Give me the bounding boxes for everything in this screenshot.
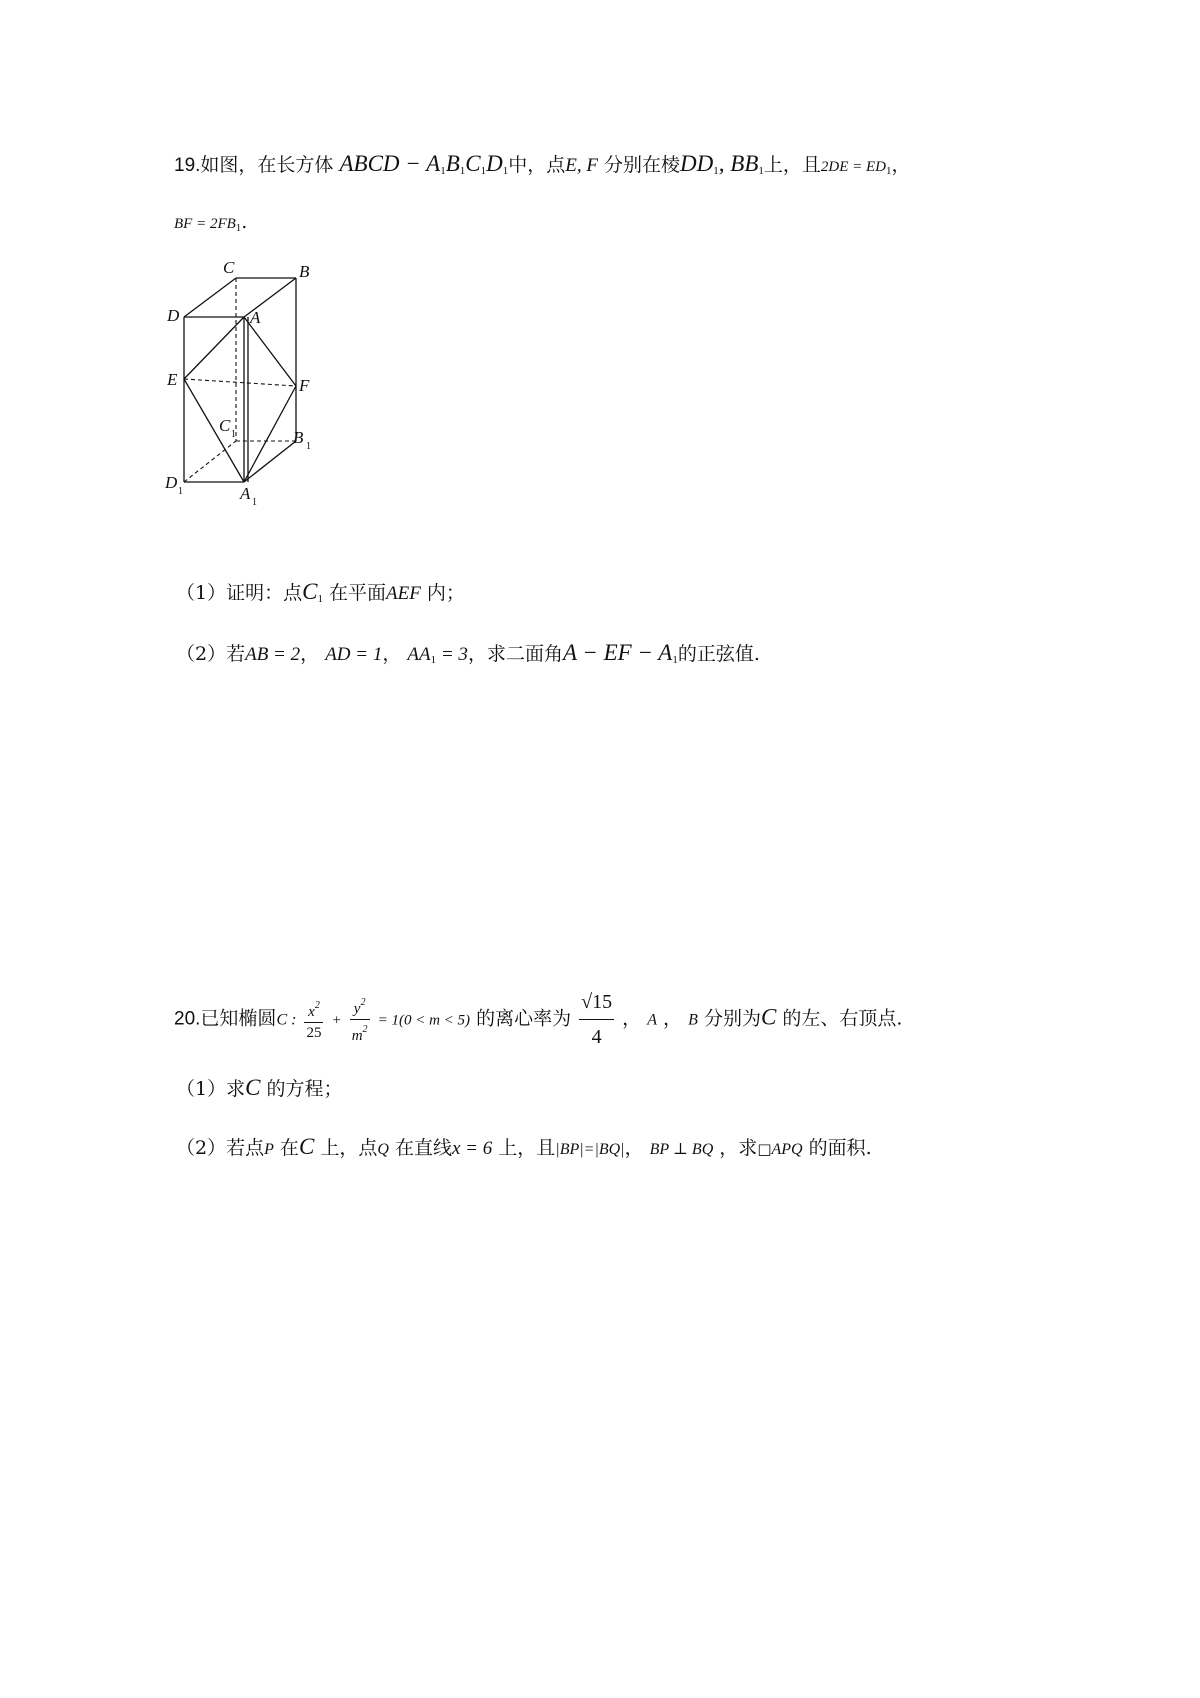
label-B: B [299,262,310,281]
label-F: F [299,376,310,395]
label-D: D [167,306,180,325]
edge-A1B1 [244,441,296,482]
q20-part1-c: C [245,1075,261,1100]
q20-statement: 20.已知椭圆C : $\frac{x^2}{25}$ + $\frac{y^2}{m^2}$ = 1(0 < m < 5) 的离心率为 $\frac{√15}{4}$ ， A ， B 分别为C 的左、右顶点. [174,985,902,1054]
q20-point-p: P [264,1141,274,1158]
q19-edges: $DD_1$, $BB_1$ [680,151,764,177]
q20-frac-x: $\frac{x^2}{25}$ [304,996,323,1043]
edge-D1C1-hidden [184,441,236,482]
q20-triangle: APQ [771,1141,803,1158]
label-C: C [223,258,235,277]
label-B1-sub: 1 [306,441,311,452]
q20-point-q: Q [377,1141,389,1158]
q19-part1-point: $C_1$ [302,579,323,605]
q19-part2-aa: $AA_1 = 3$ [407,644,468,666]
edge-AE [184,317,244,379]
q20-perpendicular: BP ⊥ BQ [649,1141,714,1158]
q20-frac-y: $\frac{y^2}{m^2}$ [350,993,370,1046]
q19-number: 19. [174,155,201,176]
q20-number: 20. [174,1008,201,1030]
q19-part1: （1）证明：点$C_1$ 在平面AEF 内； [176,579,465,605]
q19-intro: 如图，在长方体 [200,154,334,176]
label-C1-sub: 1 [231,429,236,440]
label-B1: B [293,428,304,447]
q19-part2-ad: AD = 1 [325,644,383,665]
q19-cond2: BF = $2FB_1$ [174,216,242,234]
label-A1: A [240,484,251,503]
q19-cuboid-figure [160,255,360,515]
q19-part2-ab: AB = 2 [245,644,301,665]
q20-part1: （1）求C 的方程； [176,1075,343,1100]
label-E: E [167,370,178,389]
q20-equal-lengths: |BP|=|BQ| [555,1141,625,1158]
q20-curve: C : [276,1011,297,1029]
q19-points-ef: E, F [565,155,598,176]
q19-part1-plane: AEF [386,583,421,604]
q20-vertex-a: A [647,1011,658,1029]
edge-DC [184,278,236,317]
q20-part2: （2）若点P 在C 上，点Q 在直线x = 6 上，且|BP|=|BQ|， BP ⊥ BQ ，求□APQ 的面积. [176,1134,872,1159]
label-A: A [250,308,261,327]
q20-eq-rest: = 1(0 < m < 5) [377,1012,471,1029]
q19-solid: ABCD − $A_1B_1C_1D_1$ [339,151,509,177]
q19-statement-line1: 19.如图，在长方体 ABCD − $A_1B_1C_1D_1$中，点E, F 分别在棱$DD_1$, $BB_1$上，且$2DE = ED_1$， [174,151,911,177]
edge-FA1 [244,386,296,482]
q20-vertex-b: B [688,1011,698,1029]
q20-eccentricity: $\frac{√15}{4}$ [579,985,614,1054]
q19-statement-line2: BF = $2FB_1$. [174,211,248,234]
label-D1-sub: 1 [178,486,183,497]
q19-cond1: $2DE = ED_1$ [820,159,892,177]
label-C1: C [219,416,231,435]
q20-triangle-symbol: □ [757,1140,772,1158]
edge-AF [244,317,296,386]
q19-part2-angle: A − EF − $A_1$ [562,640,678,666]
label-A1-sub: 1 [252,497,257,508]
q19-part2: （2）若AB = 2， AD = 1， $AA_1 = 3$，求二面角A − EF − $A_1$的正弦值. [176,640,760,666]
q20-line: x = 6 [451,1138,493,1159]
label-D1: D [165,473,178,492]
edge-EF-hidden [184,379,296,386]
